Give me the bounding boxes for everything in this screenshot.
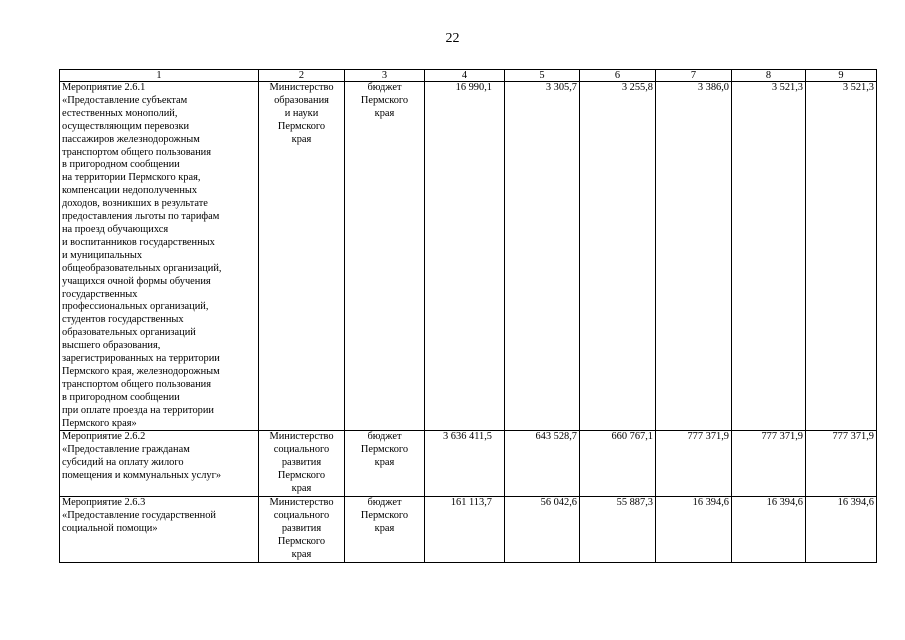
activity-description-line: при оплате проезда на территории — [62, 404, 214, 416]
value-cell: 3 521,3 — [732, 82, 806, 431]
executor-line: Министерство — [269, 82, 334, 93]
activity-description-line: осуществляющим перевозки — [62, 120, 190, 132]
value-cell: 56 042,6 — [505, 497, 580, 563]
funding-source-line: бюджет — [367, 82, 402, 93]
activity-description-line: и муниципальных — [62, 249, 143, 261]
activity-description-line: помещения и коммунальных услуг» — [62, 470, 222, 482]
activity-description-line: образовательных организаций — [62, 327, 196, 339]
activity-description-line: на проезд обучающихся — [62, 223, 169, 235]
activity-description-line: Пермского края, железнодорожным — [62, 365, 220, 377]
funding-source-line: Пермского — [360, 94, 409, 106]
program-table — [59, 69, 877, 563]
value-cell: 3 521,3 — [806, 82, 877, 431]
executor-line: Пермского — [277, 535, 326, 547]
activity-cell — [60, 431, 259, 497]
activity-description-line: государственных — [62, 288, 138, 300]
activity-description-line: студентов государственных — [62, 314, 184, 326]
header-cell: 8 — [732, 70, 806, 82]
activity-description-line: транспортом общего пользования — [62, 146, 211, 158]
executor-line: края — [291, 133, 312, 145]
activity-description-line: предоставления льготы по тарифам — [62, 211, 220, 223]
value-cell: 777 371,9 — [806, 431, 877, 497]
activity-description-line: зарегистрированных на территории — [62, 353, 220, 365]
page-number: 22 — [445, 31, 460, 46]
value-cell: 660 767,1 — [580, 431, 656, 497]
value-cell: 16 990,1 — [425, 82, 505, 431]
executor-line: края — [291, 483, 312, 495]
executor-line: образования — [274, 94, 329, 106]
value-cell: 3 255,8 — [580, 82, 656, 431]
activity-description-line: «Предоставление государственной — [62, 509, 216, 521]
activity-description-line: и воспитанников государственных — [62, 236, 215, 248]
header-cell: 3 — [345, 70, 425, 82]
executor-line: социального — [273, 509, 330, 521]
funding-source-cell — [345, 82, 425, 431]
header-cell: 6 — [580, 70, 656, 82]
activity-description-line: на территории Пермского края, — [62, 172, 201, 184]
funding-source-line: края — [374, 522, 395, 534]
executor-line: социального — [273, 444, 330, 456]
executor-line: Пермского — [277, 120, 326, 132]
activity-description-line: общеобразовательных организаций, — [62, 262, 222, 274]
header-cell: 1 — [60, 70, 259, 82]
table-row — [60, 82, 877, 431]
activity-cell — [60, 82, 259, 431]
activity-description-line: транспортом общего пользования — [62, 378, 211, 390]
executor-line: развития — [281, 522, 322, 534]
value-cell: 3 386,0 — [656, 82, 732, 431]
funding-source-line: Пермского — [360, 444, 409, 456]
value-cell: 161 113,7 — [425, 497, 505, 563]
funding-source-line: Пермского — [360, 509, 409, 521]
funding-source-line: края — [374, 457, 395, 469]
activity-description-line: «Предоставление субъектам — [62, 94, 188, 106]
header-cell: 9 — [806, 70, 877, 82]
activity-description-line: субсидий на оплату жилого — [62, 457, 184, 469]
activity-description-line: социальной помощи» — [62, 522, 158, 534]
funding-source-cell — [345, 497, 425, 563]
activity-cell — [60, 497, 259, 563]
activity-title: Мероприятие 2.6.1 — [62, 82, 146, 93]
activity-description-line: в пригородном сообщении — [62, 159, 180, 171]
table-row — [60, 497, 877, 563]
activity-description-line: пассажиров железнодорожным — [62, 133, 200, 145]
executor-cell — [259, 497, 345, 563]
value-cell: 16 394,6 — [806, 497, 877, 563]
executor-line: края — [291, 548, 312, 560]
funding-source-line: края — [374, 107, 395, 119]
value-cell: 3 305,7 — [505, 82, 580, 431]
header-row — [60, 70, 877, 82]
activity-description-line: учащихся очной формы обучения — [62, 275, 211, 287]
funding-source-cell — [345, 431, 425, 497]
executor-cell — [259, 82, 345, 431]
table-row — [60, 431, 877, 497]
activity-description-line: в пригородном сообщении — [62, 391, 180, 403]
header-cell: 4 — [425, 70, 505, 82]
value-cell: 777 371,9 — [732, 431, 806, 497]
executor-line: и науки — [284, 107, 319, 119]
executor-line: Министерство — [269, 497, 334, 508]
value-cell: 3 636 411,5 — [425, 431, 505, 497]
executor-line: Министерство — [269, 431, 334, 443]
activity-description-line: высшего образования, — [62, 340, 161, 352]
executor-line: развития — [281, 457, 322, 469]
header-cell: 5 — [505, 70, 580, 82]
activity-description-line: компенсации недополученных — [62, 185, 198, 197]
funding-source-line: бюджет — [367, 431, 402, 443]
header-cell: 7 — [656, 70, 732, 82]
activity-description-line: «Предоставление гражданам — [62, 444, 190, 456]
activity-description-line: Пермского края» — [62, 417, 137, 429]
executor-cell — [259, 431, 345, 497]
value-cell: 16 394,6 — [732, 497, 806, 563]
activity-description-line: доходов, возникших в результате — [62, 198, 208, 210]
value-cell: 643 528,7 — [505, 431, 580, 497]
activity-description-line: естественных монополий, — [62, 107, 178, 119]
header-cell: 2 — [259, 70, 345, 82]
executor-line: Пермского — [277, 470, 326, 482]
value-cell: 16 394,6 — [656, 497, 732, 563]
value-cell: 55 887,3 — [580, 497, 656, 563]
funding-source-line: бюджет — [367, 497, 402, 508]
value-cell: 777 371,9 — [656, 431, 732, 497]
activity-title: Мероприятие 2.6.2 — [62, 431, 146, 443]
activity-description-line: профессиональных организаций, — [62, 301, 209, 313]
activity-title: Мероприятие 2.6.3 — [62, 497, 146, 508]
